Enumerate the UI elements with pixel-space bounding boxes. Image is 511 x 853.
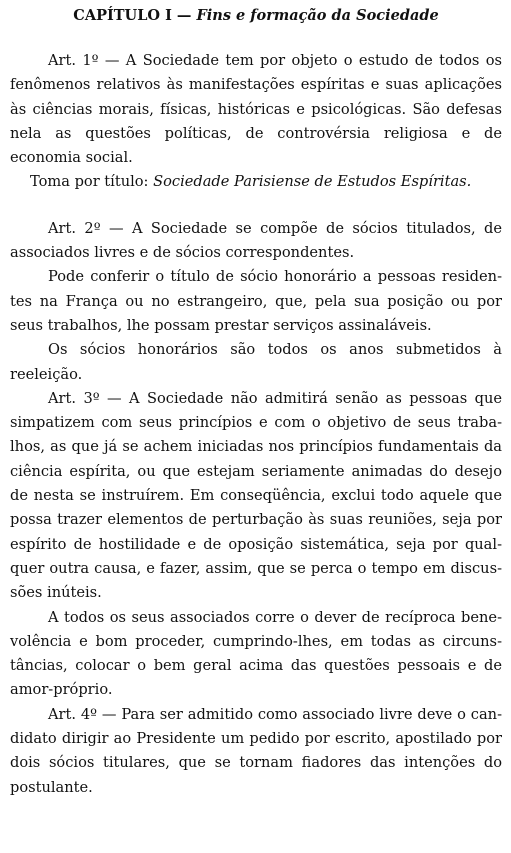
article-3-duty: A todos os seus associados corre o dever de recíproca benevolência e bom proceder, cumprindo-lhes, em todas as circunstâncias, colocar o bem geral acima das questões pessoais e de amor-próprio. [10,608,502,699]
article-2: Art. 2º — A Sociedade se compõe de sócios titulados, de associados livres e de sócios correspondentes. [10,219,502,262]
article-1: Art. 1º — A Sociedade tem por objeto o estudo de todos os fenômenos relativos às manifestações espíritas e suas aplicações às ciências morais, físicas, históricas e psicológicas. São defesas nela as questões políticas, de controvérsia religiosa e de economia social. [10,52,502,167]
document-page [10,0,502,800]
article-2-reelection: Os sócios honorários são todos os anos submetidos à reeleição. [10,341,502,383]
chapter-heading [10,6,502,26]
society-title-line [10,170,502,194]
chapter-title: Fins e formação da Sociedade [196,7,439,24]
society-name: Sociedade Parisiense de Estudos Espíritas. [153,173,472,191]
article-2-honorary: Pode conferir o título de sócio honorário a pessoas residentes na França ou no estrangeiro, que, pela sua posição ou por seus trabalhos, lhe possam prestar serviços assinaláveis. [10,268,502,334]
article-4: Art. 4º — Para ser admitido como associado livre deve o candidato dirigir ao Presidente um pedido por escrito, apostilado por dois sócios titulares, que se tornam fiadores das intenções do postulante. [10,705,502,796]
article-3: Art. 3º — A Sociedade não admitirá senão as pessoas que simpatizem com seus princípios e com o objetivo de seus trabalhos, as que já se achem iniciadas nos princípios fundamentais da ciência espírita, ou que estejam seriamente animadas do desejo de nesta se instruírem. Em conseqüência, exclui todo aquele que possa trazer elementos de perturbação às suas reuniões, seja por espírito de hostilidade e de oposição sistemática, seja por qualquer outra causa, e fazer, assim, que se perca o tempo em discussões inúteis. [10,389,502,602]
title-prefix: Toma por título: [30,173,149,191]
chapter-number: CAPÍTULO I — [73,7,192,24]
